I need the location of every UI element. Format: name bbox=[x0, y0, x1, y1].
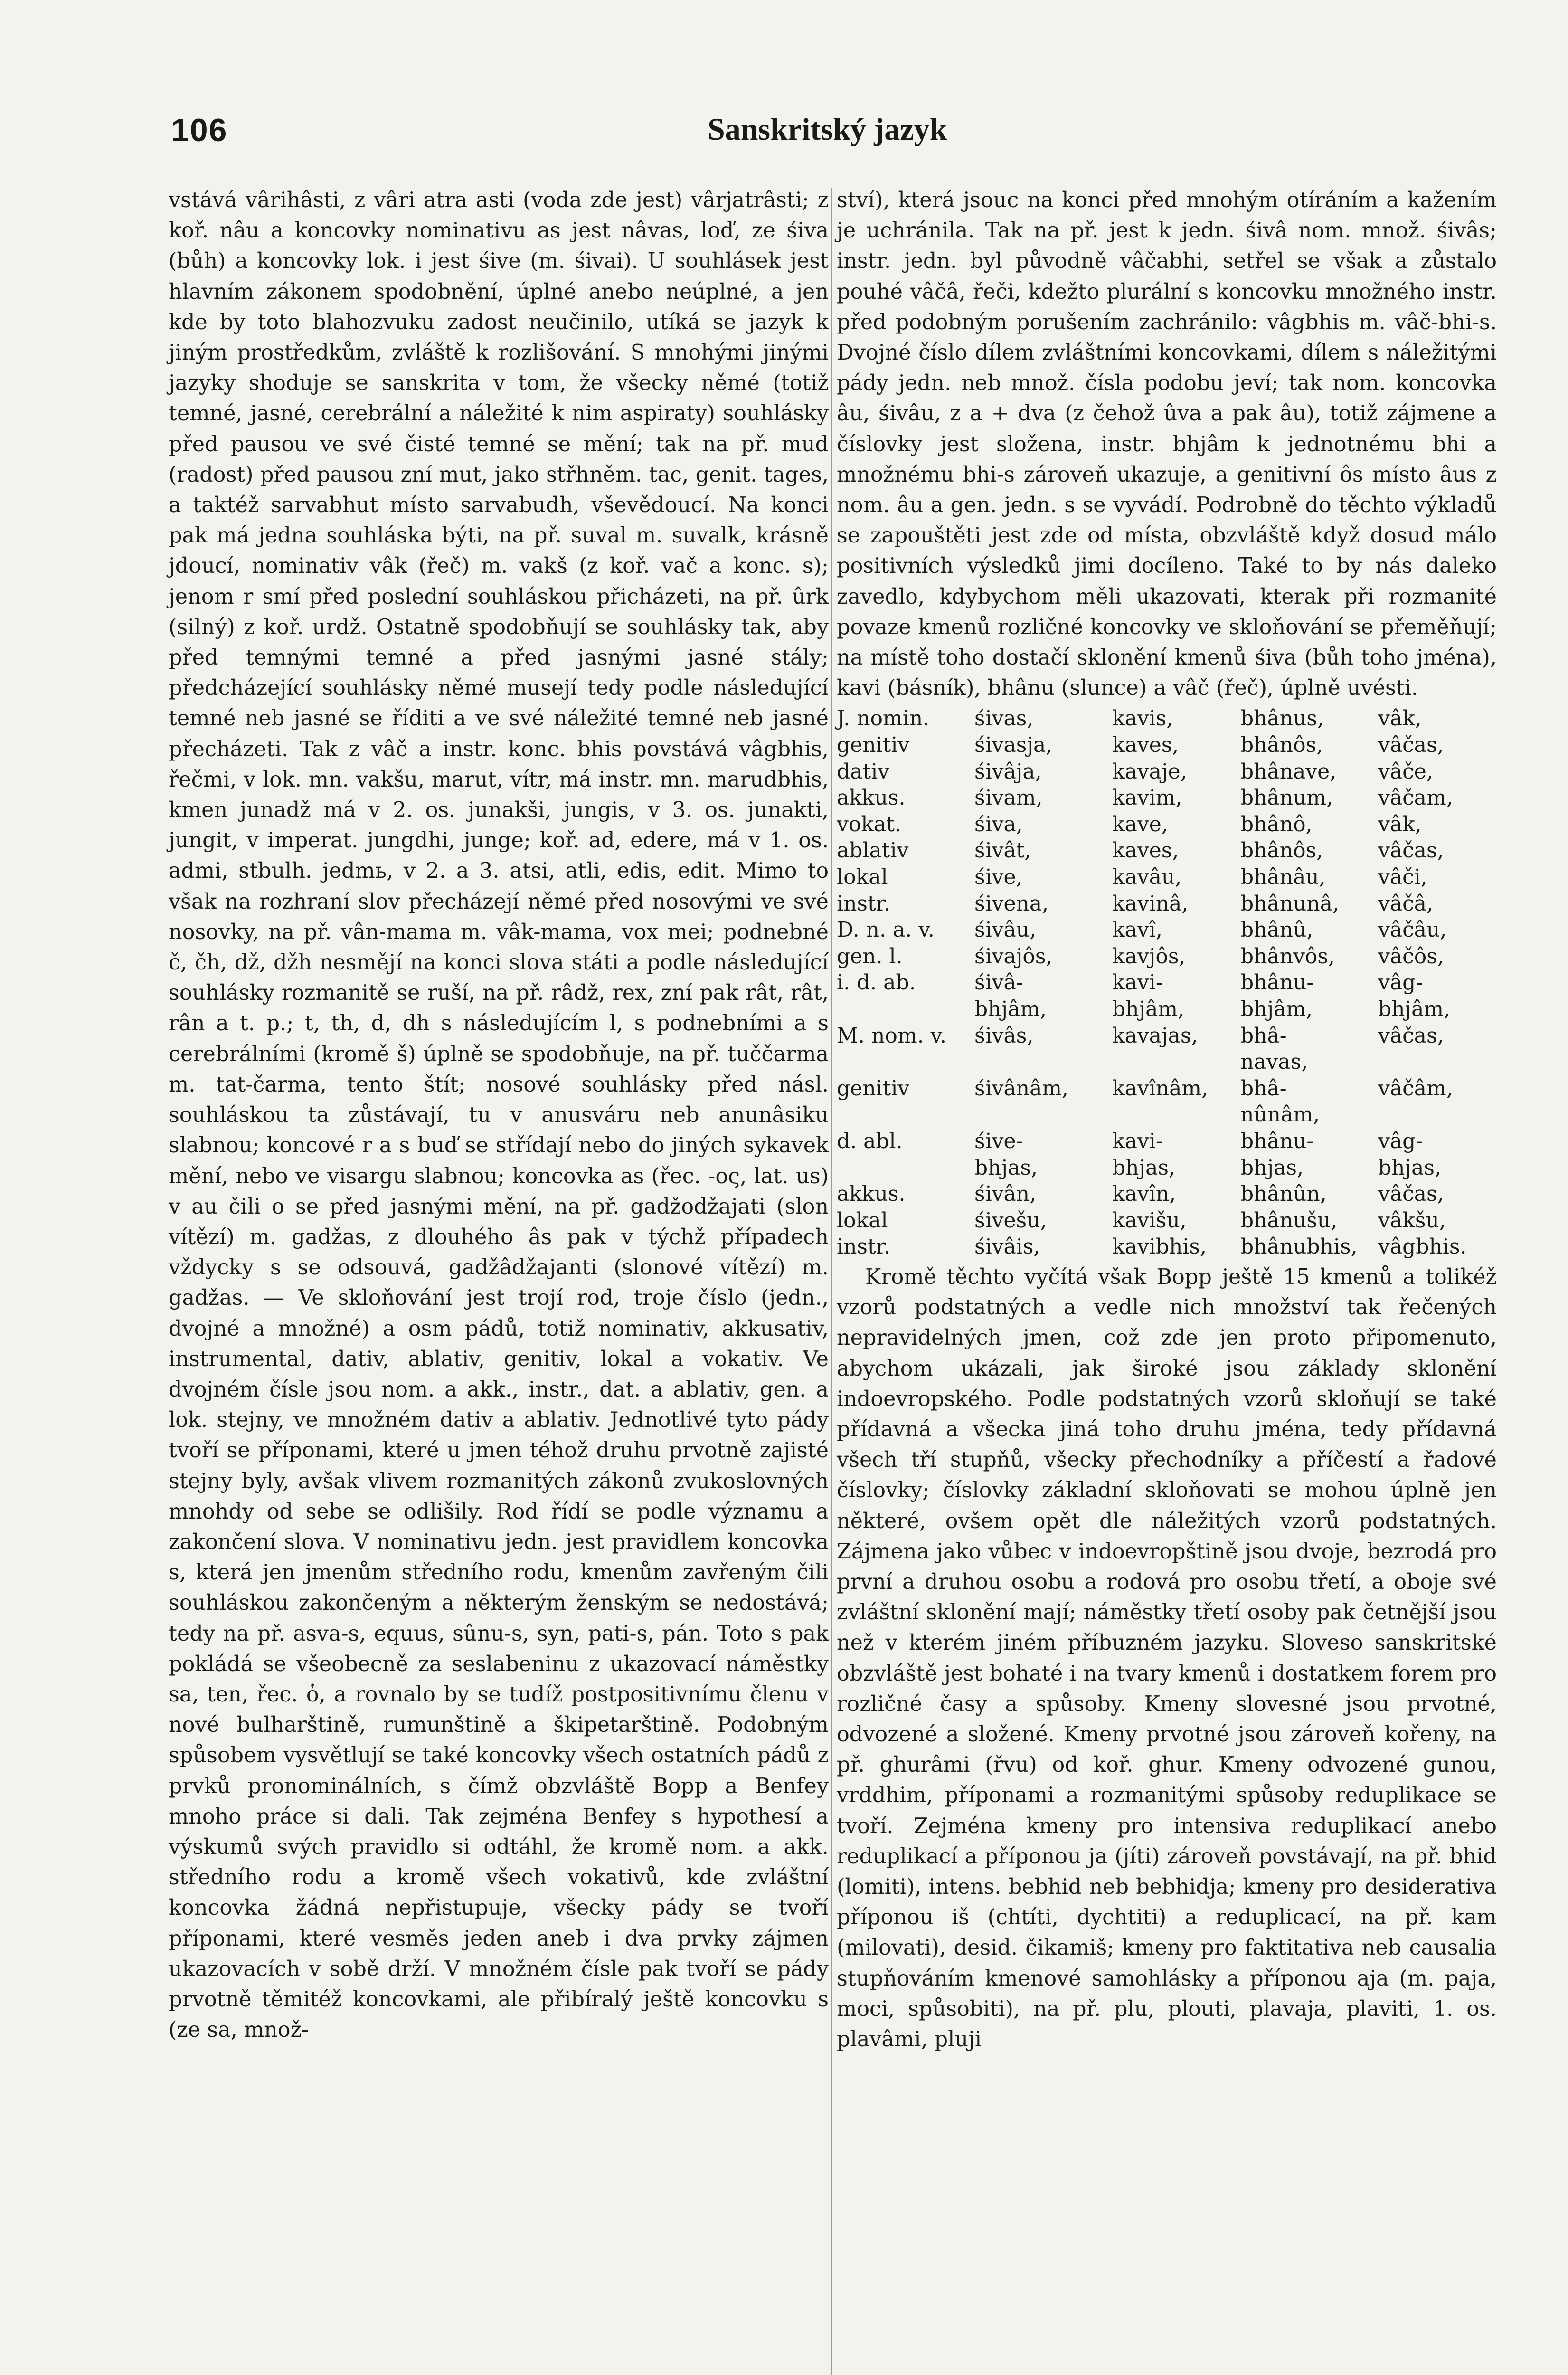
declension-case-label bbox=[837, 996, 974, 1023]
declension-row bbox=[837, 1181, 1497, 1207]
declension-case-label: ablativ bbox=[837, 838, 909, 863]
declension-form: bhjâm, bbox=[1240, 997, 1313, 1021]
declension-form: bhânâu, bbox=[1240, 865, 1326, 890]
declension-form: vâčam, bbox=[1378, 786, 1453, 810]
declension-form: bhjas, bbox=[1378, 1155, 1441, 1180]
declension-case-label: M. nom. v. bbox=[837, 1023, 947, 1048]
declension-form: kavi- bbox=[1112, 1129, 1163, 1153]
declension-form: vâgbhis. bbox=[1378, 1235, 1467, 1259]
declension-case-label: akkus. bbox=[837, 786, 906, 810]
declension-form: bhânave, bbox=[1240, 759, 1337, 784]
left-column bbox=[169, 185, 829, 2045]
declension-case-label: D. n. a. v. bbox=[837, 918, 935, 942]
declension-form: kavi- bbox=[1112, 970, 1163, 995]
declension-case-label bbox=[837, 1155, 974, 1181]
declension-form: vâg- bbox=[1378, 970, 1423, 995]
declension-row bbox=[837, 732, 1497, 759]
declension-form bbox=[974, 1049, 1112, 1075]
declension-form: śivât, bbox=[974, 838, 1031, 863]
declension-form: bhânunâ, bbox=[1240, 891, 1339, 916]
declension-form bbox=[1112, 1102, 1240, 1128]
declension-form: śivâis, bbox=[974, 1235, 1040, 1259]
declension-case-label: dativ bbox=[837, 759, 890, 784]
declension-case-label: lokal bbox=[837, 865, 888, 890]
declension-case-label: instr. bbox=[837, 891, 890, 916]
declension-row bbox=[837, 1155, 1497, 1181]
declension-row bbox=[837, 996, 1497, 1023]
declension-form: vâčas, bbox=[1378, 1023, 1444, 1048]
declension-row bbox=[837, 1049, 1497, 1075]
declension-case-label bbox=[837, 1049, 974, 1075]
declension-form: kavibhis, bbox=[1112, 1235, 1207, 1259]
declension-form: navas, bbox=[1240, 1050, 1308, 1074]
declension-form: kavaje, bbox=[1112, 759, 1187, 784]
declension-form: kavî, bbox=[1112, 918, 1162, 942]
declension-form: kavišu, bbox=[1112, 1208, 1187, 1233]
declension-row bbox=[837, 1023, 1497, 1049]
declension-form: vâčas, bbox=[1378, 733, 1444, 758]
declension-case-label: genitiv bbox=[837, 1076, 910, 1101]
right-column bbox=[837, 185, 1497, 2055]
declension-row bbox=[837, 917, 1497, 943]
declension-form: bhânušu, bbox=[1240, 1208, 1338, 1233]
declension-row bbox=[837, 837, 1497, 864]
declension-form: kavinâ, bbox=[1112, 891, 1189, 916]
declension-form: vâčâm, bbox=[1378, 1076, 1453, 1101]
declension-form: śiva, bbox=[974, 812, 1023, 836]
declension-form: vâčâ, bbox=[1378, 891, 1433, 916]
page-header bbox=[171, 112, 1425, 154]
declension-form: bhânu- bbox=[1240, 1129, 1314, 1153]
declension-form: kaves, bbox=[1112, 733, 1179, 758]
declension-form: kavajas, bbox=[1112, 1023, 1198, 1048]
declension-form: bhânôs, bbox=[1240, 733, 1323, 758]
right-column-intro: ství), která jsouc na konci před mnohým otíráním a kažením je uchránila. Tak na př. jest k jedn. śivâ nom. množ. śivâs; instr. jedn. byl původně vâčabhi, setřel se však a zůstalo pouhé vâčâ, řeči, kdežto plurální s koncovku množného instr. před podobným porušením zachránilo: vâgbhis m. vâč-bhi-s. Dvojné číslo dílem zvláštními koncovkami, dílem s náležitými pády jedn. neb množ. čísla podobu jeví; tak nom. koncovka âu, śivâu, z a + dva (z čehož ûva a pak âu), totiž zájmene a číslovky jest složena, instr. bhjâm k jednotnému bhi a množnému bhi-s zároveň ukazuje, a genitivní ôs místo âus z nom. âu a gen. jedn. s se vyvádí. Podrobně do těchto výkladů se zapouštěti jest zde od místa, obzvláště když dosud málo positivních výsledků jimi docíleno. Také to by nás daleko zavedlo, kdybychom měli ukazovati, kterak při rozmanité povaze kmenů rozličné koncovky ve skloňování se přeměňují; na místě toho dostačí sklonění kmenů śiva (bůh toho jména), kavi (básník), bhânu (slunce) a vâč (řeč), úplně uvésti. bbox=[837, 188, 1497, 701]
declension-form: vâčas, bbox=[1378, 1182, 1444, 1206]
declension-form: bhânus, bbox=[1240, 706, 1324, 731]
declension-row bbox=[837, 891, 1497, 917]
declension-case-label: lokal bbox=[837, 1208, 888, 1233]
declension-form: vâk, bbox=[1378, 812, 1422, 836]
declension-case-label: vokat. bbox=[837, 812, 901, 836]
declension-form: kavis, bbox=[1112, 706, 1173, 731]
declension-row bbox=[837, 759, 1497, 785]
declension-form: bhjas, bbox=[974, 1155, 1038, 1180]
declension-row bbox=[837, 811, 1497, 838]
declension-form: śive- bbox=[974, 1129, 1023, 1153]
declension-form: bhânvôs, bbox=[1240, 944, 1335, 969]
declension-form: śivânâm, bbox=[974, 1076, 1069, 1101]
declension-form: śivâja, bbox=[974, 759, 1042, 784]
column-divider bbox=[831, 188, 832, 2375]
declension-case-label: genitiv bbox=[837, 733, 910, 758]
declension-table bbox=[837, 705, 1497, 1260]
declension-form: bhânôs, bbox=[1240, 838, 1323, 863]
declension-form: śivâs, bbox=[974, 1023, 1034, 1048]
declension-form: vâk, bbox=[1378, 706, 1422, 731]
declension-form: bhjâm, bbox=[974, 997, 1047, 1021]
declension-form: bhânô, bbox=[1240, 812, 1313, 836]
declension-row bbox=[837, 705, 1497, 732]
declension-form: bhânu- bbox=[1240, 970, 1314, 995]
declension-case-label: J. nomin. bbox=[837, 706, 930, 731]
declension-row bbox=[837, 943, 1497, 970]
declension-form: kaves, bbox=[1112, 838, 1179, 863]
declension-form: śivâu, bbox=[974, 918, 1037, 942]
declension-form: bhâ- bbox=[1240, 1076, 1287, 1101]
declension-form: śivas, bbox=[974, 706, 1034, 731]
declension-form: kavim, bbox=[1112, 786, 1182, 810]
declension-form: bhjâm, bbox=[1378, 997, 1451, 1021]
declension-form: śivajôs, bbox=[974, 944, 1053, 969]
declension-form: bhânû, bbox=[1240, 918, 1313, 942]
declension-row bbox=[837, 1234, 1497, 1260]
declension-form: kavîn, bbox=[1112, 1182, 1176, 1206]
declension-form bbox=[974, 1102, 1112, 1128]
declension-form: bhjâm, bbox=[1112, 997, 1185, 1021]
declension-form: bhânubhis, bbox=[1240, 1235, 1358, 1259]
declension-form: bhânûn, bbox=[1240, 1182, 1327, 1206]
declension-form: kave, bbox=[1112, 812, 1168, 836]
declension-row bbox=[837, 785, 1497, 811]
declension-form: śivešu, bbox=[974, 1208, 1047, 1233]
declension-form: kavjôs, bbox=[1112, 944, 1186, 969]
declension-form: bhâ- bbox=[1240, 1023, 1287, 1048]
left-column-text: vstává vârihâsti, z vâri atra asti (voda zde jest) vârjatrâsti; z koř. nâu a koncovky nominativu as jest nâvas, loď, ze śiva (bůh) a koncovky lok. i jest śive (m. śivai). U souhlásek jest hlavním zákonem spodobnění, úplné anebo neúplné, a jen kde by toto blahozvuku zadost neučinilo, utíká se jazyk k jiným prostředkům, zvláště k rozlišování. S mnohými jinými jazyky shoduje se sanskrita v tom, že všecky němé (totiž temné, jasné, cerebrální a náležité k nim aspiraty) souhlásky před pausou ve své čisté temné se mění; tak na př. mud (radost) před pausou zní mut, jako střhněm. tac, genit. tages, a taktéž sarvabhut místo sarvabudh, vševědoucí. Na konci pak má jedna souhláska býti, na př. suval m. suvalk, krásně jdoucí, nominativ vâk (řeč) m. vakš (z koř. vač a konc. s); jenom r smí před poslední souhláskou přicházeti, na př. ûrk (silný) z koř. urdž. Ostatně spodobňují se souhlásky tak, aby před temnými temné a před jasnými jasné stály; předcházející souhlásky němé musejí tedy podle následující temné neb jasné se říditi a ve své náležité temné neb jasné přecházeti. Tak z vâč a instr. konc. bhis povstává vâgbhis, řečmi, v lok. mn. vakšu, marut, vítr, má instr. mn. marudbhis, kmen junadž má v 2. os. junakši, jungis, v 3. os. junakti, jungit, v imperat. jungdhi, junge; koř. ad, edere, má v 1. os. admi, stbulh. jedmь, v 2. a 3. atsi, atli, edis, edit. Mimo to však na rozhraní slov přecházejí němé před nosovými ve své nosovky, na př. vân-mama m. vâk-mama, vox mei; podnebné č, čh, dž, džh nesmějí na konci slova státi a podle následující souhlásky rozmanitě se ruší, na př. râdž, rex, zní pak rât, rât, rân a t. p.; t, th, d, dh s následujícím l, s podnebními a s cerebrálními (kromě š) úplně se spodobňuje, na př. tuččarma m. tat-čarma, tento štít; nosové souhlásky před násl. souhláskou ta zůstávají, tu v anusváru neb anunâsiku slabnou; koncové r a s buď se střídají nebo do jiných sykavek mění, nebo ve visargu slabnou; koncovka as (řec. -ος, lat. us) v au čili o se před jasnými mění, na př. gadžodžajati (slon vítězí) m. gadžas, z dlouhého âs pak v týchž případech vždycky s se odsouvá, gadžâdžajanti (slonové vítězí) m. gadžas. — Ve skloňování jest trojí rod, troje číslo (jedn., dvojné a množné) a osm pádů, totiž nominativ, akkusativ, instrumental, dativ, ablativ, genitiv, lokal a vokativ. Ve dvojném čísle jsou nom. a akk., instr., dat. a ablativ, gen. a lok. stejny, ve množném dativ a ablativ. Jednotlivé tyto pády tvoří se příponami, které u jmen téhož druhu prvotně zajisté stejny byly, avšak vlivem rozmanitých zákonů zvukoslovných mnohdy od sebe se odlišily. Rod řídí se podle významu a zakončení slova. V nominativu jedn. jest pravidlem koncovka s, která jen jmenům středního rodu, kmenům zavřeným čili souhláskou zakončeným a některým ženským se nedostává; tedy na př. asva-s, equus, sûnu-s, syn, pati-s, pán. Toto s pak pokládá se všeobecně za seslabeninu z ukazovací náměstky sa, ten, řec. ὁ, a rovnalo by se tudíž postpositivnímu členu v nové bulharštině, rumunštině a škipetarštině. Podobným spůsobem vysvětlují se také koncovky všech ostatních pádů z prvků pronominálních, s čímž obzvláště Bopp a Benfey mnoho práce si dali. Tak zejména Benfey s hypothesí a výskumů svých pravidlo si odtáhl, že kromě nom. a akk. středního rodu a kromě všech vokativů, kde zvláštní koncovka žádná nepřistupuje, všecky pády se tvoří příponami, které vesměs jeden aneb i dva prvky zájmen ukazovacích v sobě drží. V množném čísle pak tvoří se pády prvotně těmitéž koncovkami, ale přibíralý ještě koncovku s (ze sa, množ- bbox=[169, 188, 829, 2042]
right-column-text: Kromě těchto vyčítá však Bopp ještě 15 kmenů a tolikéž vzorů podstatných a vedle nich množství tak řečených nepravidelných jmen, což zde jen proto připomenuto, abychom ukázali, jak široké jsou základy sklonění indoevropského. Podle podstatných vzorů skloňují se také přídavná a všecka jiná toho druhu jména, tedy přídavná všech tří stupňů, všecky přechodníky a příčestí a řadové číslovky; číslovky základní skloňovati se mohou úplně jen některé, ovšem opět dle náležitých vzorů podstatných. Zájmena jako vůbec v indoevropštině jsou dvoje, bezrodá pro první a druhou osobu a rodová pro osobu třetí, a oboje své zvláštní sklonění mají; náměstky třetí osoby pak četnější jsou než v kterém jiném příbuzném jazyku. Sloveso sanskritské obzvláště jest bohaté i na tvary kmenů i dostatkem forem pro rozličné časy a spůsoby. Kmeny slovesné jsou prvotné, odvozené a složené. Kmeny prvotné jsou zároveň kořeny, na př. ghurâmi (řvu) od koř. ghur. Kmeny odvozené gunou, vrddhim, příponami a rozmanitými spůsoby reduplikace se tvoří. Zejména kmeny pro intensiva reduplikací anebo reduplikací a příponou ja (jíti) zároveň povstávají, na př. bhid (lomiti), intens. bebhid neb bebhidja; kmeny pro desiderativa příponou iš (chtíti, dychtiti) a reduplicací, na př. kam (milovati), desid. čikamiš; kmeny pro faktitativa neb causalia stupňováním kmenové samohlásky a příponou aja (m. paja, moci, spůsobiti), na př. plu, plouti, plavaja, plaviti, 1. os. plavâmi, pluji bbox=[837, 1264, 1497, 2052]
declension-case-label: d. abl. bbox=[837, 1129, 903, 1153]
declension-form: vâčôs, bbox=[1378, 944, 1444, 969]
declension-form: vâče, bbox=[1378, 759, 1433, 784]
declension-row bbox=[837, 1128, 1497, 1155]
declension-form bbox=[1112, 1049, 1240, 1075]
declension-row bbox=[837, 969, 1497, 996]
declension-row bbox=[837, 1102, 1497, 1128]
declension-form: śivasja, bbox=[974, 733, 1053, 758]
declension-form: bhjas, bbox=[1112, 1155, 1175, 1180]
declension-form: śive, bbox=[974, 865, 1023, 890]
declension-case-label: i. d. ab. bbox=[837, 970, 916, 995]
declension-form: bhânum, bbox=[1240, 786, 1333, 810]
declension-form: śivân, bbox=[974, 1182, 1037, 1206]
declension-form: kavâu, bbox=[1112, 865, 1182, 890]
declension-case-label: instr. bbox=[837, 1235, 890, 1259]
declension-form: śivâ- bbox=[974, 970, 1023, 995]
declension-case-label bbox=[837, 1102, 974, 1128]
declension-case-label: akkus. bbox=[837, 1182, 906, 1206]
declension-form: nûnâm, bbox=[1240, 1102, 1320, 1127]
declension-form: śivena, bbox=[974, 891, 1049, 916]
declension-row bbox=[837, 1075, 1497, 1102]
declension-row bbox=[837, 1207, 1497, 1234]
page-number: 106 bbox=[171, 112, 228, 148]
declension-form: śivam, bbox=[974, 786, 1043, 810]
declension-form: vâkšu, bbox=[1378, 1208, 1446, 1233]
declension-form: bhjas, bbox=[1240, 1155, 1304, 1180]
declension-form: vâči, bbox=[1378, 865, 1427, 890]
declension-row bbox=[837, 864, 1497, 891]
declension-form bbox=[1378, 1049, 1497, 1075]
running-title: Sanskritský jazyk bbox=[708, 112, 947, 147]
declension-form: vâčas, bbox=[1378, 838, 1444, 863]
declension-form: vâčâu, bbox=[1378, 918, 1447, 942]
declension-form: kavînâm, bbox=[1112, 1076, 1209, 1101]
declension-form: vâg- bbox=[1378, 1129, 1423, 1153]
declension-form bbox=[1378, 1102, 1497, 1128]
declension-case-label: gen. l. bbox=[837, 944, 903, 969]
